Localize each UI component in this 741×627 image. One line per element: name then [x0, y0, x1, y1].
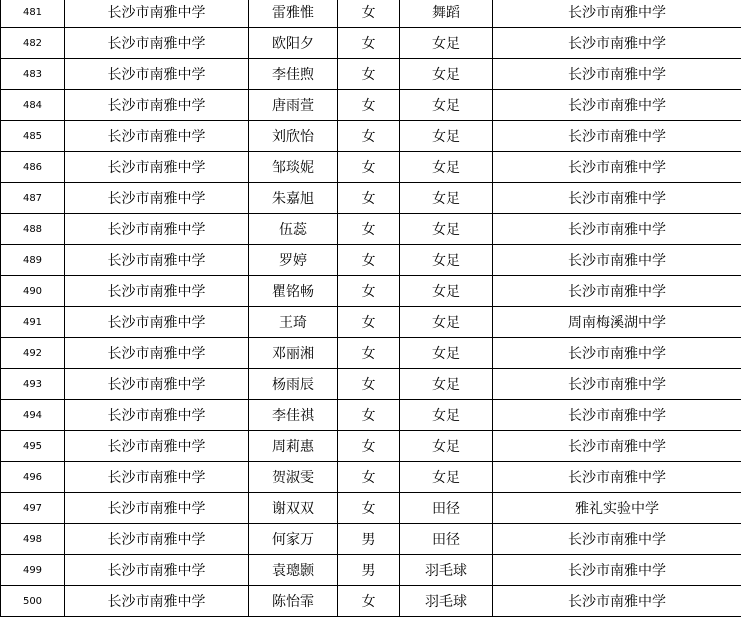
gender-cell: 女 [338, 462, 400, 493]
school-cell: 长沙市南雅中学 [65, 59, 249, 90]
table-row [1, 0, 741, 28]
row-number-cell: 500 [1, 586, 65, 617]
event-cell: 羽毛球 [400, 586, 493, 617]
school-cell: 长沙市南雅中学 [65, 369, 249, 400]
table-row [1, 90, 741, 121]
school-cell: 长沙市南雅中学 [65, 555, 249, 586]
gender-cell: 女 [338, 586, 400, 617]
student-name-cell: 何家万 [249, 524, 338, 555]
school-cell: 长沙市南雅中学 [65, 276, 249, 307]
student-name-cell: 贺淑雯 [249, 462, 338, 493]
event-cell: 女足 [400, 90, 493, 121]
row-number-cell: 492 [1, 338, 65, 369]
gender-cell: 女 [338, 152, 400, 183]
table-row [1, 276, 741, 307]
school-cell: 长沙市南雅中学 [65, 493, 249, 524]
school-cell: 长沙市南雅中学 [65, 28, 249, 59]
gender-cell: 女 [338, 431, 400, 462]
row-number-cell: 488 [1, 214, 65, 245]
gender-cell: 女 [338, 338, 400, 369]
student-name-cell: 伍蕊 [249, 214, 338, 245]
gender-cell: 女 [338, 121, 400, 152]
origin-school-cell: 长沙市南雅中学 [493, 586, 741, 617]
origin-school-cell: 长沙市南雅中学 [493, 0, 741, 28]
student-name-cell: 朱嘉旭 [249, 183, 338, 214]
roster-table-body [1, 0, 741, 617]
event-cell: 羽毛球 [400, 555, 493, 586]
event-cell: 女足 [400, 245, 493, 276]
event-cell: 女足 [400, 338, 493, 369]
student-name-cell: 谢双双 [249, 493, 338, 524]
school-cell: 长沙市南雅中学 [65, 121, 249, 152]
gender-cell: 女 [338, 0, 400, 28]
event-cell: 女足 [400, 152, 493, 183]
event-cell: 女足 [400, 431, 493, 462]
event-cell: 女足 [400, 276, 493, 307]
gender-cell: 女 [338, 214, 400, 245]
gender-cell: 女 [338, 245, 400, 276]
event-cell: 田径 [400, 493, 493, 524]
student-name-cell: 李佳煦 [249, 59, 338, 90]
student-name-cell: 陈怡霏 [249, 586, 338, 617]
row-number-cell: 499 [1, 555, 65, 586]
origin-school-cell: 长沙市南雅中学 [493, 431, 741, 462]
row-number-cell: 493 [1, 369, 65, 400]
origin-school-cell: 周南梅溪湖中学 [493, 307, 741, 338]
origin-school-cell: 长沙市南雅中学 [493, 524, 741, 555]
origin-school-cell: 长沙市南雅中学 [493, 462, 741, 493]
origin-school-cell: 雅礼实验中学 [493, 493, 741, 524]
student-name-cell: 唐雨萱 [249, 90, 338, 121]
gender-cell: 女 [338, 90, 400, 121]
event-cell: 女足 [400, 462, 493, 493]
student-name-cell: 周莉惠 [249, 431, 338, 462]
school-cell: 长沙市南雅中学 [65, 586, 249, 617]
row-number-cell: 494 [1, 400, 65, 431]
table-row [1, 183, 741, 214]
table-row [1, 338, 741, 369]
row-number-cell: 490 [1, 276, 65, 307]
row-number-cell: 495 [1, 431, 65, 462]
event-cell: 女足 [400, 183, 493, 214]
origin-school-cell: 长沙市南雅中学 [493, 276, 741, 307]
student-name-cell: 刘欣怡 [249, 121, 338, 152]
origin-school-cell: 长沙市南雅中学 [493, 369, 741, 400]
origin-school-cell: 长沙市南雅中学 [493, 183, 741, 214]
table-row [1, 555, 741, 586]
table-row [1, 586, 741, 617]
gender-cell: 女 [338, 400, 400, 431]
event-cell: 女足 [400, 369, 493, 400]
school-cell: 长沙市南雅中学 [65, 183, 249, 214]
gender-cell: 女 [338, 183, 400, 214]
table-row [1, 59, 741, 90]
school-cell: 长沙市南雅中学 [65, 462, 249, 493]
event-cell: 女足 [400, 400, 493, 431]
row-number-cell: 496 [1, 462, 65, 493]
gender-cell: 女 [338, 28, 400, 59]
school-cell: 长沙市南雅中学 [65, 431, 249, 462]
origin-school-cell: 长沙市南雅中学 [493, 121, 741, 152]
student-name-cell: 瞿铭畅 [249, 276, 338, 307]
student-name-cell: 王琦 [249, 307, 338, 338]
event-cell: 女足 [400, 28, 493, 59]
student-name-cell: 邹琰妮 [249, 152, 338, 183]
school-cell: 长沙市南雅中学 [65, 400, 249, 431]
row-number-cell: 491 [1, 307, 65, 338]
event-cell: 女足 [400, 307, 493, 338]
gender-cell: 女 [338, 59, 400, 90]
school-cell: 长沙市南雅中学 [65, 152, 249, 183]
gender-cell: 男 [338, 524, 400, 555]
gender-cell: 女 [338, 369, 400, 400]
school-cell: 长沙市南雅中学 [65, 245, 249, 276]
origin-school-cell: 长沙市南雅中学 [493, 214, 741, 245]
student-name-cell: 邓丽湘 [249, 338, 338, 369]
school-cell: 长沙市南雅中学 [65, 0, 249, 28]
gender-cell: 女 [338, 276, 400, 307]
event-cell: 女足 [400, 59, 493, 90]
table-row [1, 214, 741, 245]
student-name-cell: 雷雅惟 [249, 0, 338, 28]
event-cell: 田径 [400, 524, 493, 555]
school-cell: 长沙市南雅中学 [65, 524, 249, 555]
row-number-cell: 498 [1, 524, 65, 555]
gender-cell: 男 [338, 555, 400, 586]
row-number-cell: 481 [1, 0, 65, 28]
row-number-cell: 483 [1, 59, 65, 90]
table-row [1, 400, 741, 431]
origin-school-cell: 长沙市南雅中学 [493, 28, 741, 59]
event-cell: 舞蹈 [400, 0, 493, 28]
origin-school-cell: 长沙市南雅中学 [493, 90, 741, 121]
table-row [1, 245, 741, 276]
event-cell: 女足 [400, 214, 493, 245]
row-number-cell: 485 [1, 121, 65, 152]
origin-school-cell: 长沙市南雅中学 [493, 555, 741, 586]
table-row [1, 431, 741, 462]
student-name-cell: 罗婷 [249, 245, 338, 276]
school-cell: 长沙市南雅中学 [65, 90, 249, 121]
student-name-cell: 李佳祺 [249, 400, 338, 431]
student-name-cell: 袁璁颢 [249, 555, 338, 586]
table-row [1, 493, 741, 524]
row-number-cell: 486 [1, 152, 65, 183]
origin-school-cell: 长沙市南雅中学 [493, 245, 741, 276]
origin-school-cell: 长沙市南雅中学 [493, 338, 741, 369]
student-name-cell: 杨雨辰 [249, 369, 338, 400]
origin-school-cell: 长沙市南雅中学 [493, 59, 741, 90]
gender-cell: 女 [338, 493, 400, 524]
table-row [1, 152, 741, 183]
student-name-cell: 欧阳夕 [249, 28, 338, 59]
table-row [1, 462, 741, 493]
event-cell: 女足 [400, 121, 493, 152]
table-row [1, 524, 741, 555]
table-row [1, 121, 741, 152]
row-number-cell: 484 [1, 90, 65, 121]
table-row [1, 307, 741, 338]
origin-school-cell: 长沙市南雅中学 [493, 152, 741, 183]
origin-school-cell: 长沙市南雅中学 [493, 400, 741, 431]
row-number-cell: 487 [1, 183, 65, 214]
table-row [1, 369, 741, 400]
school-cell: 长沙市南雅中学 [65, 338, 249, 369]
row-number-cell: 482 [1, 28, 65, 59]
table-row [1, 28, 741, 59]
row-number-cell: 497 [1, 493, 65, 524]
school-cell: 长沙市南雅中学 [65, 307, 249, 338]
gender-cell: 女 [338, 307, 400, 338]
row-number-cell: 489 [1, 245, 65, 276]
school-cell: 长沙市南雅中学 [65, 214, 249, 245]
